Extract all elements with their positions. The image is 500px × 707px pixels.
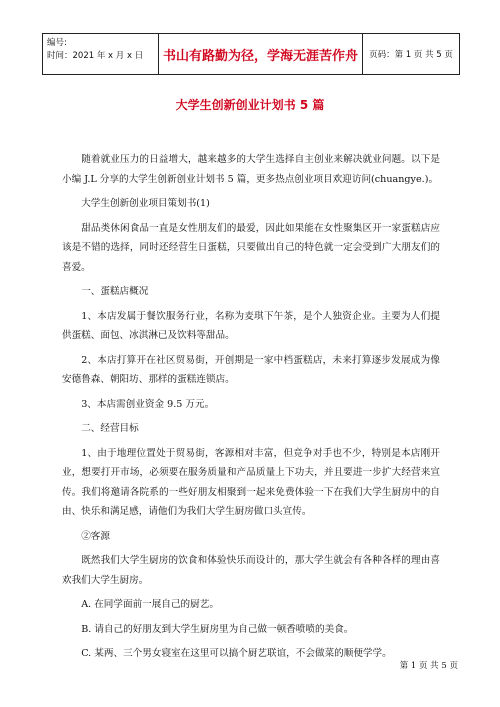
paragraph: 既然我们大学生厨房的饮食和体验快乐而设计的，那大学生就会有各种各样的理由喜欢我们大学生厨房。 bbox=[62, 555, 440, 586]
document-time: 时间：2021 年 x 月 x 日 bbox=[47, 51, 144, 61]
header-motto: 书山有路勤为径，学海无涯苦作舟 bbox=[159, 34, 363, 74]
header-page-number: 页码：第 1 页 共 5 页 bbox=[369, 50, 453, 60]
section-heading: 一、蛋糕店概况 bbox=[81, 286, 149, 297]
document-body bbox=[62, 150, 440, 664]
list-item: B. 请自己的好朋友到大学生厨房里为自己做一顿香喷喷的美食。 bbox=[81, 623, 354, 635]
paragraph: 甜品类休闲食品一直是女性朋友们的最爱，因此如果能在女性聚集区开一家蛋糕店应该是不错的选择，同时还经营生日蛋糕，只要做出自己的特色就一定会受到广大朋友们的喜爱。 bbox=[62, 222, 440, 273]
document-id-label: 编号: bbox=[47, 38, 67, 48]
paragraph: 2、本店打算开在社区贸易街，开创期是一家中档蛋糕店，未来打算逐步发展成为像安德鲁森、朝阳坊、那样的蛋糕连锁店。 bbox=[62, 354, 440, 385]
page-footer: 第 1 页 共 5 页 bbox=[399, 661, 458, 671]
document-title: 大学生创新创业计划书 5 篇 bbox=[175, 98, 325, 112]
paragraph: 1、由于地理位置处于贸易街，客源相对丰富，但竞争对手也不少，特别是本店刚开业，想要打开市场，必须要在服务质量和产品质量上下功夫，并且要进一步扩大经营来宣传。我们将邀请各院系的一些好朋友相聚到一起来免费体验一下在我们大学生厨房中的自由、快乐和满足感，请他们为我们大学生厨房做口头宣传。 bbox=[62, 447, 440, 517]
paragraph: 1、本店发属于餐饮服务行业，名称为麦琪下午茶，是个人独资企业。主要为人们提供蛋糕、面包、冰淇淋已及饮料等甜品。 bbox=[62, 310, 440, 341]
paragraph-intro: 随着就业压力的日益增大，越来越多的大学生选择自主创业来解决就业问题。以下是小编 J.L 分享的大学生创新创业计划书 5 篇，更多热点创业项目欢迎访问(chuangye.)。 bbox=[62, 154, 440, 185]
list-item: C. 某两、三个男女寝室在这里可以搞个厨艺联谊，不会做菜的顺便学学。 bbox=[81, 648, 392, 659]
section-heading: 二、经营目标 bbox=[81, 423, 139, 434]
list-item: A. 在同学面前一展自己的厨艺。 bbox=[81, 599, 219, 610]
paragraph: 3、本店需创业资金 9.5 万元。 bbox=[81, 398, 215, 410]
section-heading: 大学生创新创业项目策划书(1) bbox=[81, 198, 210, 209]
header-table bbox=[42, 33, 460, 75]
header-meta bbox=[43, 34, 159, 74]
section-heading: ②客源 bbox=[81, 530, 110, 542]
